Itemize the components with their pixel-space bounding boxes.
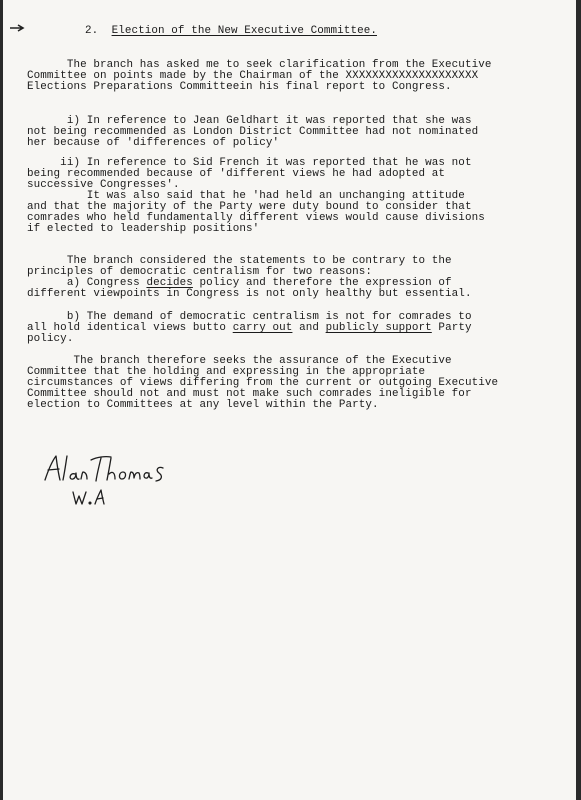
text-segment: and: [292, 322, 326, 334]
text-line: her because of 'differences of policy': [27, 137, 280, 149]
text-line: The branch considered the statements to be contrary to the: [27, 255, 452, 267]
underlined-word: decides: [146, 277, 193, 289]
text-line: i) In reference to Jean Geldhart it was reported that she was: [27, 115, 472, 127]
text-line: election to Committees at any level within the Party.: [27, 399, 379, 411]
section-heading: [85, 26, 377, 37]
text-line: if elected to leadership positions': [27, 223, 260, 235]
text-line: Elections Preparations Committeein his final report to Congress.: [27, 81, 452, 93]
paragraph-conclusion: [27, 356, 498, 411]
signature-icon: [39, 450, 179, 520]
text-segment: Party: [431, 322, 472, 334]
paragraph-point-i: [27, 116, 478, 149]
text-line: and that the majority of the Party were duty bound to consider that: [27, 201, 472, 213]
handwritten-signature: [39, 450, 179, 520]
text-line: circumstances of views differing from the current or outgoing Executive: [27, 377, 499, 389]
signature-name: [179, 450, 180, 451]
corner-mark-icon: [9, 24, 25, 32]
text-line: being recommended because of 'different views he had adopted at: [27, 168, 446, 180]
paragraph-point-ii: [27, 158, 485, 235]
text-line: The branch therefore seeks the assurance of the Executive: [27, 355, 452, 367]
text-line: Committee should not and must not make such comrades ineligible for: [27, 388, 472, 400]
text-segment: policy and therefore the expression of: [192, 277, 452, 289]
text-line: [27, 322, 472, 334]
text-line: b) The demand of democratic centralism is not for comrades to: [27, 311, 472, 323]
paragraph-considerations: [27, 256, 472, 300]
underlined-phrase: publicly support: [325, 322, 432, 334]
section-title: Election of the New Executive Committee.: [111, 25, 377, 37]
paragraph-point-b: [27, 312, 472, 345]
underlined-phrase: carry out: [232, 322, 293, 334]
signature-initials: [179, 450, 180, 451]
text-line: Committee on points made by the Chairman of the XXXXXXXXXXXXXXXXXXXX: [27, 70, 479, 82]
section-number: 2.: [85, 25, 99, 37]
paragraph-intro: [27, 60, 491, 93]
text-segment: all hold identical views butto: [27, 322, 233, 334]
text-segment: a) Congress: [27, 277, 147, 289]
text-line: not being recommended as London District Committee had not nominated: [27, 126, 479, 138]
text-line: comrades who held fundamentally different views would cause divisions: [27, 212, 485, 224]
text-line: ii) In reference to Sid French it was reported that he was not: [27, 157, 472, 169]
text-line: successive Congresses'.: [27, 179, 180, 191]
text-line: Committee that the holding and expressing in the appropriate: [27, 366, 426, 378]
text-line: policy.: [27, 333, 74, 345]
text-line: principles of democratic centralism for two reasons:: [27, 266, 373, 278]
text-line: It was also said that he 'had held an unchanging attitude: [27, 190, 465, 202]
text-line: The branch has asked me to seek clarification from the Executive: [27, 59, 492, 71]
text-line: different viewpoints in Congress is not only healthy but essential.: [27, 288, 472, 300]
